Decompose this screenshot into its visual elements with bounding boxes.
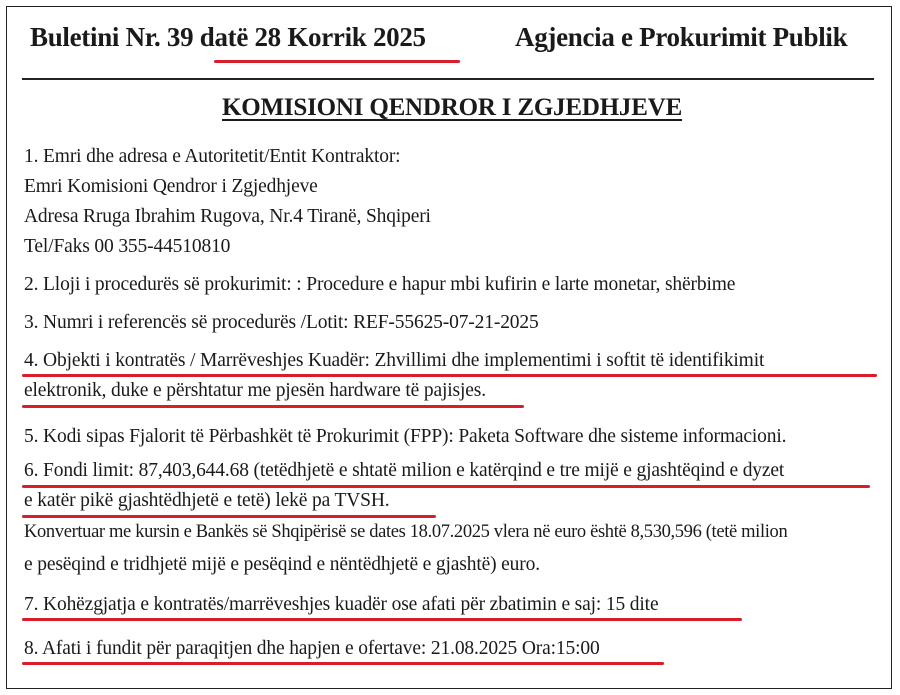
item-6-fund-cont: e katër pikë gjashtëdhjetë e tetë) lekë pa TVSH. — [24, 490, 390, 511]
item-1-name: Emri Komisioni Qendror i Zgjedhjeve — [24, 176, 318, 197]
item-1-heading: 1. Emri dhe adresa e Autoritetit/Entit Kontraktor: — [24, 146, 401, 167]
document-title: KOMISIONI QENDROR I ZGJEDHJEVE — [222, 94, 683, 121]
item-8-deadline: 8. Afati i fundit për paraqitjen dhe hapjen e ofertave: 21.08.2025 Ora:15:00 — [24, 638, 600, 659]
item-3-reference: 3. Numri i referencës së procedurës /Lotit: REF-55625-07-21-2025 — [24, 312, 539, 333]
item-7-underline — [22, 618, 742, 621]
item-7-duration: 7. Kohëzgjatja e kontratës/marrëveshjes kuadër ose afati për zbatimin e saj: 15 dite — [24, 594, 659, 615]
item-5-cpv: 5. Kodi sipas Fjalorit të Përbashkët të Prokurimit (FPP): Paketa Software dhe sisteme informacioni. — [24, 426, 787, 447]
item-4-object-cont: elektronik, duke e përshtatur me pjesën hardware të pajisjes. — [24, 380, 486, 401]
item-1-address: Adresa Rruga Ibrahim Rugova, Nr.4 Tiranë, Shqiperi — [24, 206, 431, 227]
item-6-cont-underline — [22, 515, 436, 518]
item-6-fund: 6. Fondi limit: 87,403,644.68 (tetëdhjetë e shtatë milion e katërqind e tre mijë e gjashtëqind e dyzet — [24, 460, 785, 481]
agency-header: Agjencia e Prokurimit Publik — [515, 22, 848, 52]
item-1-phone: Tel/Faks 00 355-44510810 — [24, 236, 231, 257]
item-6-underline — [22, 485, 870, 488]
item-4-cont-underline — [22, 405, 524, 408]
conversion-line: Konvertuar me kursin e Bankës së Shqipërisë se dates 18.07.2025 vlera në euro është 8,530,596 (tetë milion — [24, 522, 788, 542]
item-4-underline — [22, 374, 877, 377]
item-2-procedure: 2. Lloji i procedurës së prokurimit: : Procedure e hapur mbi kufirin e larte monetar, shërbime — [24, 274, 736, 295]
date-underline — [214, 60, 460, 63]
bulletin-header: Buletini Nr. 39 datë 28 Korrik 2025 — [30, 22, 426, 52]
item-8-underline — [22, 662, 664, 665]
header-rule — [22, 78, 874, 80]
conversion-line-cont: e pesëqind e tridhjetë mijë e pesëqind e nëntëdhjetë e gjashtë) euro. — [24, 554, 540, 575]
item-4-object: 4. Objekti i kontratës / Marrëveshjes Kuadër: Zhvillimi dhe implementimi i softit të identifikimit — [24, 350, 765, 371]
